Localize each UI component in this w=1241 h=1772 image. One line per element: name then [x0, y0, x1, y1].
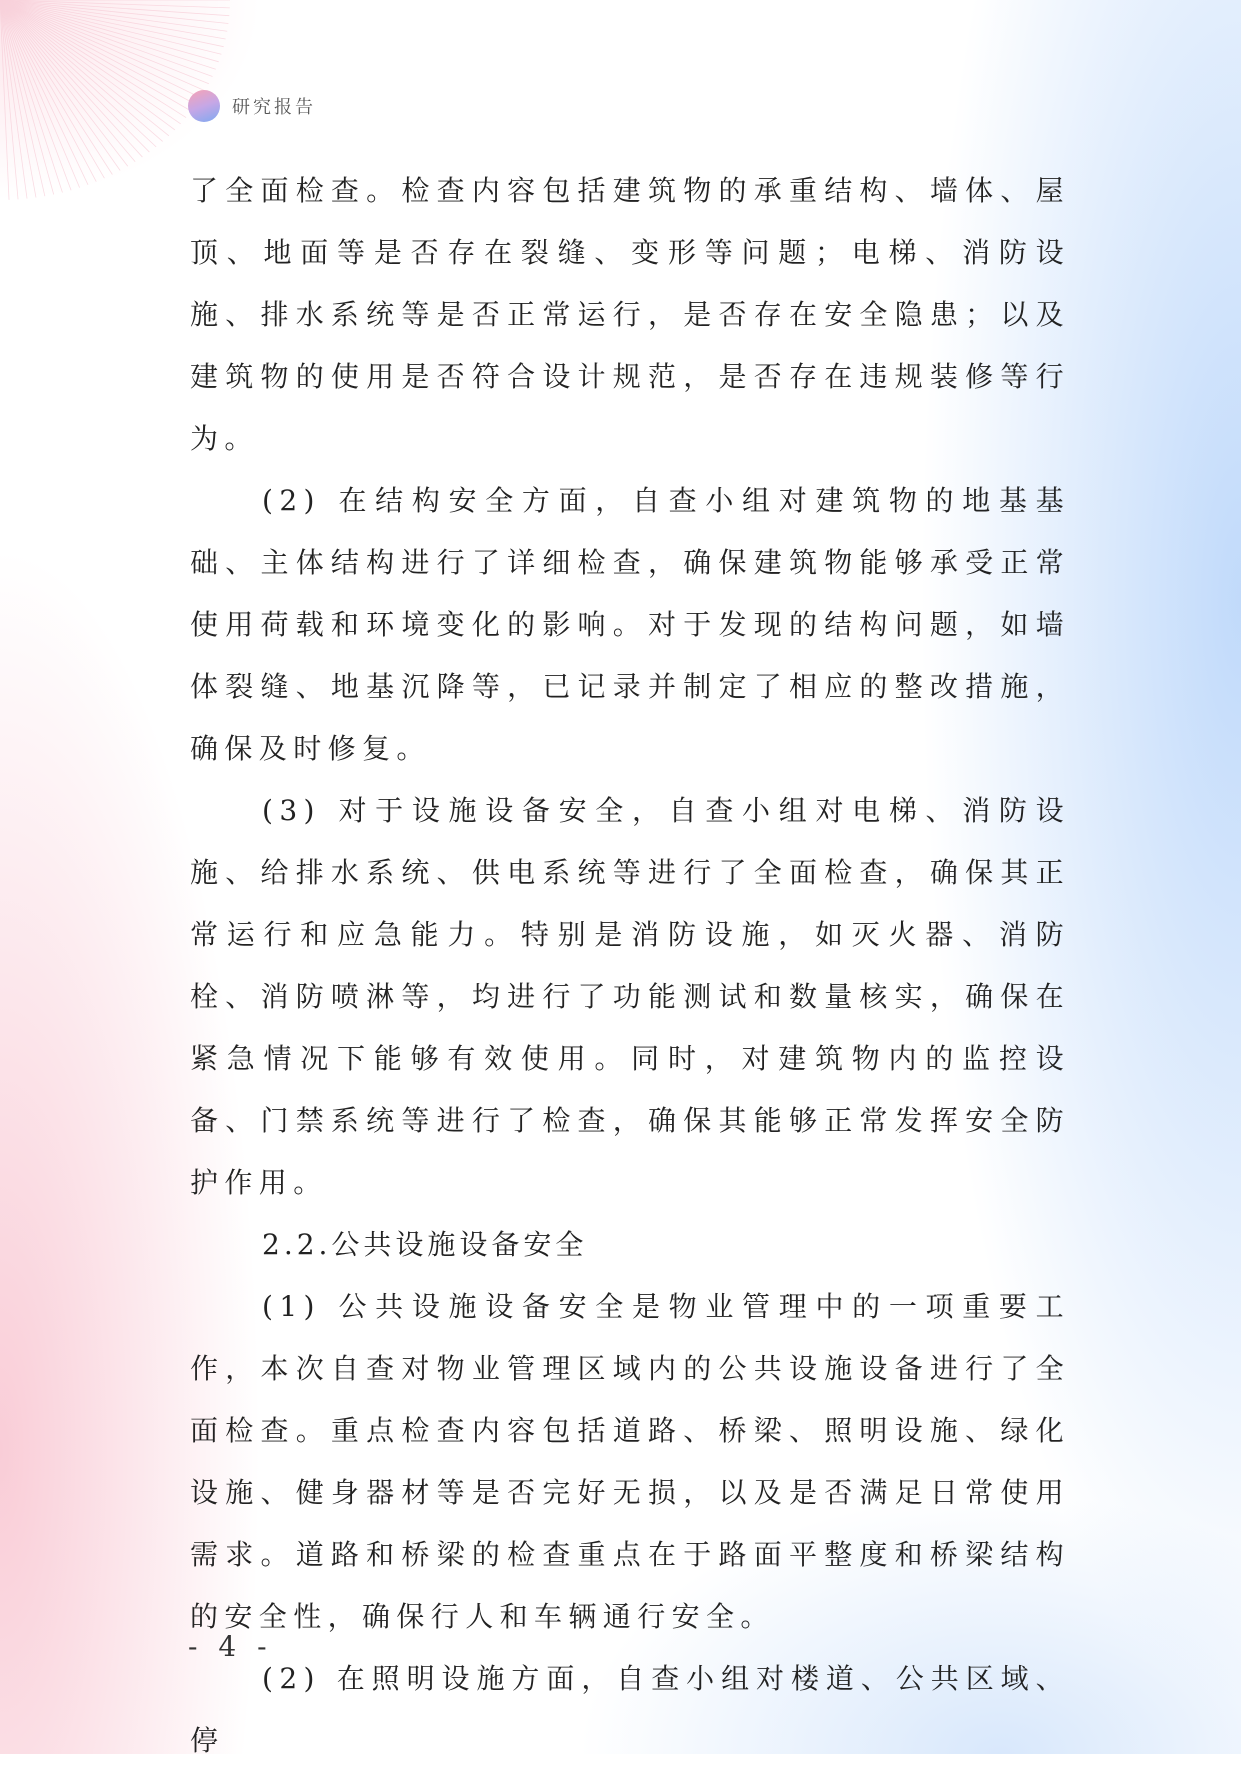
paragraph-1: 了全面检查。检查内容包括建筑物的承重结构、墙体、屋顶、地面等是否存在裂缝、变形等问题；电梯、消防设施、排水系统等是否正常运行，是否存在安全隐患；以及建筑物的使用是否符合设计规范，是否存在违规装修等行为。: [190, 174, 1070, 455]
page-header: [188, 88, 316, 124]
paragraph-2: (2) 在结构安全方面，自查小组对建筑物的地基基础、主体结构进行了详细检查，确保建筑物能够承受正常使用荷载和环境变化的影响。对于发现的结构问题，如墙体裂缝、地基沉降等，已记录并制定了相应的整改措施，确保及时修复。: [190, 484, 1070, 765]
page-number: - 4 -: [188, 1630, 273, 1663]
section-heading: 2.2.公共设施设备安全: [262, 1228, 588, 1261]
paragraph-4: (1) 公共设施设备安全是物业管理中的一项重要工作，本次自查对物业管理区域内的公共设施设备进行了全面检查。重点检查内容包括道路、桥梁、照明设施、绿化设施、健身器材等是否完好无损，以及是否满足日常使用需求。道路和桥梁的检查重点在于路面平整度和桥梁结构的安全性，确保行人和车辆通行安全。: [190, 1290, 1070, 1633]
paragraph-5: (2) 在照明设施方面，自查小组对楼道、公共区域、停: [190, 1662, 1070, 1757]
report-logo-icon: [188, 90, 220, 122]
document-body: [190, 160, 1070, 1772]
paragraph-3: (3) 对于设施设备安全，自查小组对电梯、消防设施、给排水系统、供电系统等进行了全面检查，确保其正常运行和应急能力。特别是消防设施，如灭火器、消防栓、消防喷淋等，均进行了功能测试和数量核实，确保在紧急情况下能够有效使用。同时，对建筑物内的监控设备、门禁系统等进行了检查，确保其能够正常发挥安全防护作用。: [190, 794, 1070, 1199]
header-title: 研究报告: [232, 97, 316, 118]
